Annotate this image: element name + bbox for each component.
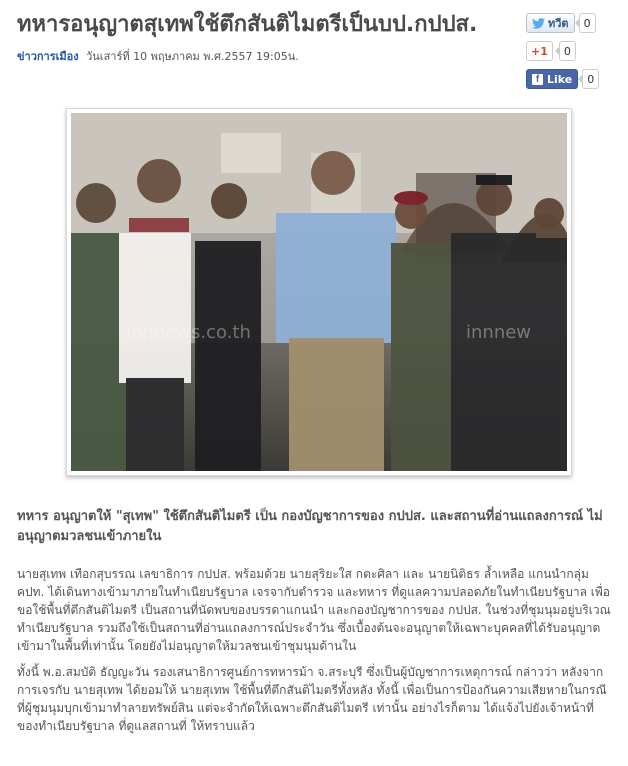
news-photo-illustration — [71, 113, 567, 471]
category-link[interactable]: ข่าวการเมือง — [17, 50, 79, 63]
article-meta — [17, 47, 299, 65]
tweet-label: ทวีต — [548, 17, 569, 30]
photo-watermark-right: innnew — [466, 322, 532, 343]
article-paragraph-2: ทั้งนี้ พ.อ.สมบัติ ธัญญะวัน รองเสนาธิการศูนย์การทหารม้า จ.สระบุรี ซึ่งเป็นผู้บัญชาการเหตุการณ์ กล่าวว่า หลังจากการเจรกับ นายสุเทพ ได้ยอมให้ นายสุเทพ ใช้พื้นที่ตึกสันติไมตรีทั้งหลัง ทั้งนี้ เพื่อเป็นการป้องกันความเสียหายในกรณีที่ผู้ชุมนุมบุกเข้ามาทำลายทรัพย์สิน แต่จะจำกัดให้เฉพาะตึกสันติไมตรี เท่านั้น อย่างไรก็ตาม ได้แจ้งไปยังเจ้าหน้าที่ของทำเนียบรัฐบาล ที่ดูแลสถานที่ ให้ทราบแล้ว — [17, 665, 607, 733]
twitter-bird-icon — [532, 18, 545, 29]
facebook-like-count: 0 — [582, 69, 599, 89]
facebook-f-icon: f — [532, 74, 543, 85]
twitter-share-row — [526, 12, 618, 34]
facebook-like-label: Like — [547, 72, 573, 86]
facebook-like-button[interactable] — [526, 69, 578, 89]
article-paragraph-1: นายสุเทพ เทือกสุบรรณ เลขาธิการ กปปส. พร้อมด้วย นายสุริยะใส กตะศิลา และ นายนิติธร ล้ำเหลือ แกนนำกลุ่ม คปท. ได้เดินทางเข้ามาภายในทำเนียบรัฐบาล เจรจากับตำรวจ และทหาร ที่ดูแลความปลอดภัยในทำเนียบรัฐบาล เพื่อขอใช้พื้นที่ตึกสันติไมตรี เป็นสถานที่นัดพบของบรรดาแกนนำ และกองบัญชาการของ กปปส. ในช่วงที่ชุมนุมอยู่บริเวณ ทำเนียบรัฐบาล รวมถึงใช้เป็นสถานที่อ่านแถลงการณ์ประจำวัน ซึ่งเบื้องต้นจะอนุญาตให้เฉพาะบุคคลที่ได้รับอนุญาตเข้ามาในพื้นที่เท่านั้น โดยยังไม่อนุญาตให้มวลชนเข้าชุมนุมด้านใน — [17, 567, 611, 653]
photo-watermark-left: innnews.co.th — [126, 322, 251, 343]
publish-datetime: วันเสาร์ที่ 10 พฤษภาคม พ.ศ.2557 19:05น. — [86, 50, 299, 63]
article-subheadline: ทหาร อนุญาตให้ "สุเทพ" ใช้ตึกสันติไมตรี เป็น กองบัญชาการของ กปปส. และสถานที่อ่านแถลงการณ์ ไม่อนุญาตมวลชนเข้าภายใน — [17, 509, 603, 544]
tweet-count: 0 — [579, 13, 596, 33]
article-headline: ทหารอนุญาตสุเทพใช้ตึกสันติไมตรีเป็นบป.กปปส. — [17, 12, 478, 37]
share-buttons — [526, 12, 618, 96]
article-photo — [71, 113, 567, 471]
gplus-share-row — [526, 40, 618, 62]
tweet-button[interactable] — [526, 13, 575, 33]
facebook-share-row — [526, 68, 618, 90]
article-photo-frame — [66, 108, 572, 476]
gplus-button[interactable]: +1 — [526, 41, 553, 61]
gplus-count: 0 — [559, 41, 576, 61]
